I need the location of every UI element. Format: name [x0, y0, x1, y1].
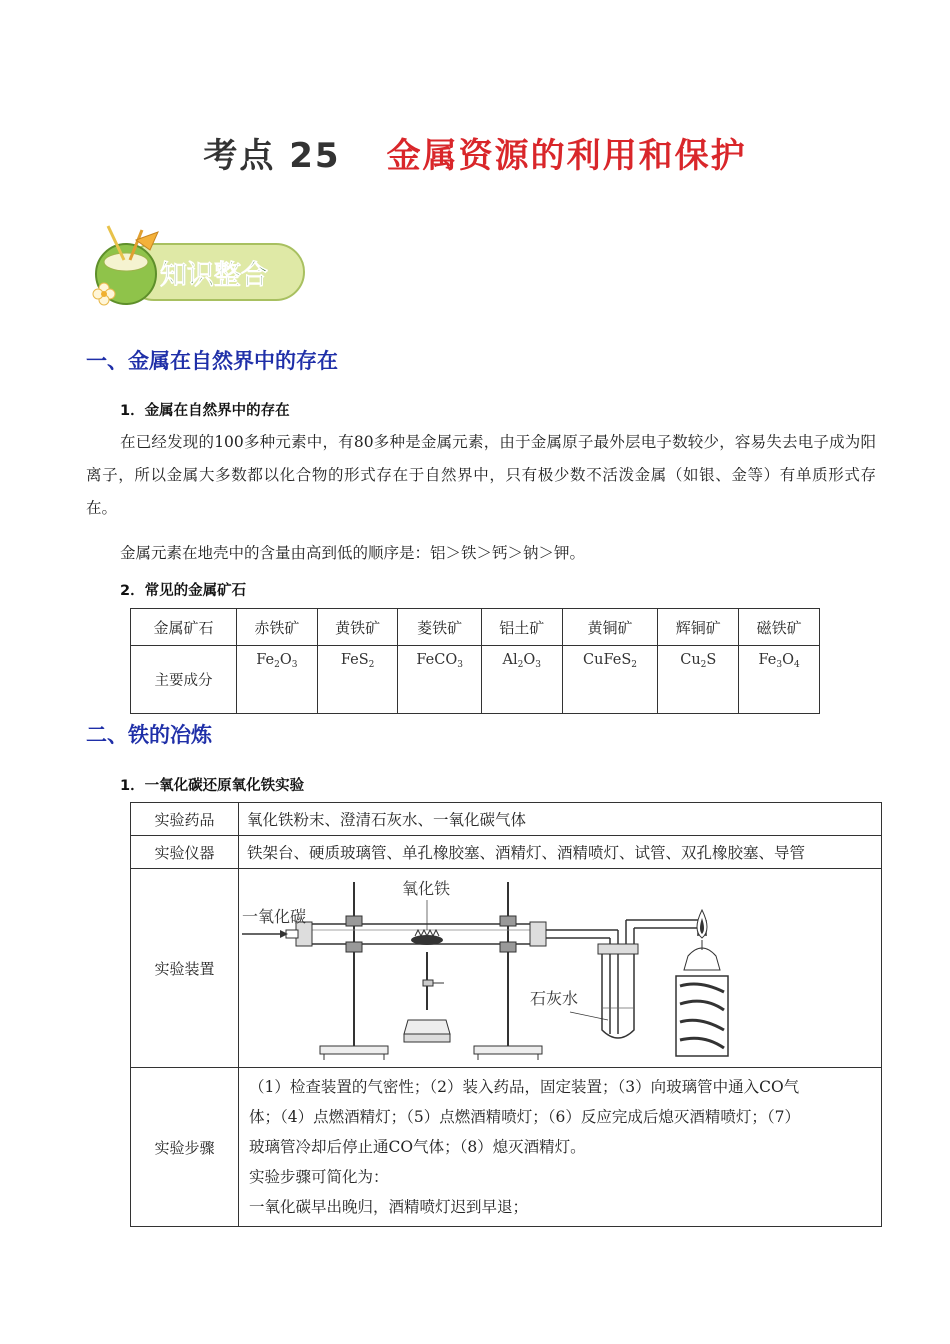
instruments-label: 实验仪器	[131, 836, 239, 869]
apparatus-label: 实验装置	[131, 869, 239, 1068]
formula-row-label: 主要成分	[131, 646, 237, 714]
section1-paragraph-2: 金属元素在地壳中的含量由高到低的顺序是：铝＞铁＞钙＞钠＞钾。	[120, 544, 586, 562]
badge-text: 知识整合	[160, 260, 268, 291]
reagents-row	[131, 803, 882, 836]
steps-label: 实验步骤	[131, 1068, 239, 1227]
ore-name: 赤铁矿	[236, 609, 317, 646]
ore-formula: $Al_2O_3$	[481, 646, 562, 714]
ore-formula-row	[131, 646, 820, 714]
reagents-label: 实验药品	[131, 803, 239, 836]
ore-formula: $Fe_3O_4$	[739, 646, 820, 714]
ore-formula: FeS$_2$	[317, 646, 398, 714]
reagents-value: 氧化铁粉末、澄清石灰水、一氧化碳气体	[239, 803, 882, 836]
ore-formula: $Fe_2O_3$	[236, 646, 317, 714]
ore-name: 菱铁矿	[398, 609, 481, 646]
ore-formula: FeCO$_3$	[398, 646, 481, 714]
ore-name-row	[131, 609, 820, 646]
ore-name: 铝土矿	[481, 609, 562, 646]
steps-line: 一氧化碳早出晚归，酒精喷灯迟到早退；	[249, 1198, 529, 1216]
ore-name: 磁铁矿	[739, 609, 820, 646]
steps-row	[131, 1068, 882, 1227]
instruments-value: 铁架台、硬质玻璃管、单孔橡胶塞、酒精灯、酒精喷灯、试管、双孔橡胶塞、导管	[239, 836, 882, 869]
ore-table	[130, 608, 820, 714]
section2-sub1-heading: 1．一氧化碳还原氧化铁实验	[120, 778, 305, 794]
iron-oxide-label: 氧化铁	[402, 879, 451, 898]
apparatus-cell	[239, 869, 882, 1068]
title-prefix: 考点 25	[203, 136, 341, 176]
knowledge-badge-logo	[86, 222, 310, 312]
ore-row-label: 金属矿石	[131, 609, 237, 646]
title-main: 金属资源的利用和保护	[386, 136, 747, 176]
ore-formula: $Cu_2S$	[658, 646, 739, 714]
ore-name: 辉铜矿	[658, 609, 739, 646]
co-label: 一氧化碳	[242, 907, 307, 926]
section2-heading: 二、铁的冶炼	[86, 723, 212, 747]
steps-line: 实验步骤可简化为：	[249, 1168, 389, 1186]
apparatus-row	[131, 869, 882, 1068]
steps-line: （1）检查装置的气密性；（2）装入药品，固定装置；（3）向玻璃管中通入CO气	[249, 1078, 800, 1096]
steps-line: 玻璃管冷却后停止通CO气体；（8）熄灭酒精灯。	[249, 1138, 586, 1156]
experiment-table	[130, 802, 882, 1227]
ore-name: 黄铁矿	[317, 609, 398, 646]
section1-sub2-heading: 2．常见的金属矿石	[120, 583, 247, 599]
steps-line: 体；（4）点燃酒精灯；（5）点燃酒精喷灯；（6）反应完成后熄灭酒精喷灯；（7）	[249, 1108, 800, 1126]
instruments-row	[131, 836, 882, 869]
ore-name: 黄铜矿	[562, 609, 658, 646]
page-title	[0, 128, 950, 177]
section1-paragraph-1: 在已经发现的100多种元素中，有80多种是金属元素，由于金属原子最外层电子数较少，容易失去电子成为阳离子，所以金属大多数都以化合物的形式存在于自然界中，只有极少数不活泼金属（如银、金等）有单质形式存在。	[86, 433, 876, 517]
apparatus-diagram	[240, 870, 880, 1066]
ore-formula: CuFeS$_2$	[562, 646, 658, 714]
steps-value	[239, 1068, 882, 1227]
section1-sub1-heading: 1．金属在自然界中的存在	[120, 403, 290, 419]
limewater-label: 石灰水	[530, 989, 579, 1008]
section1-heading: 一、金属在自然界中的存在	[86, 349, 338, 373]
